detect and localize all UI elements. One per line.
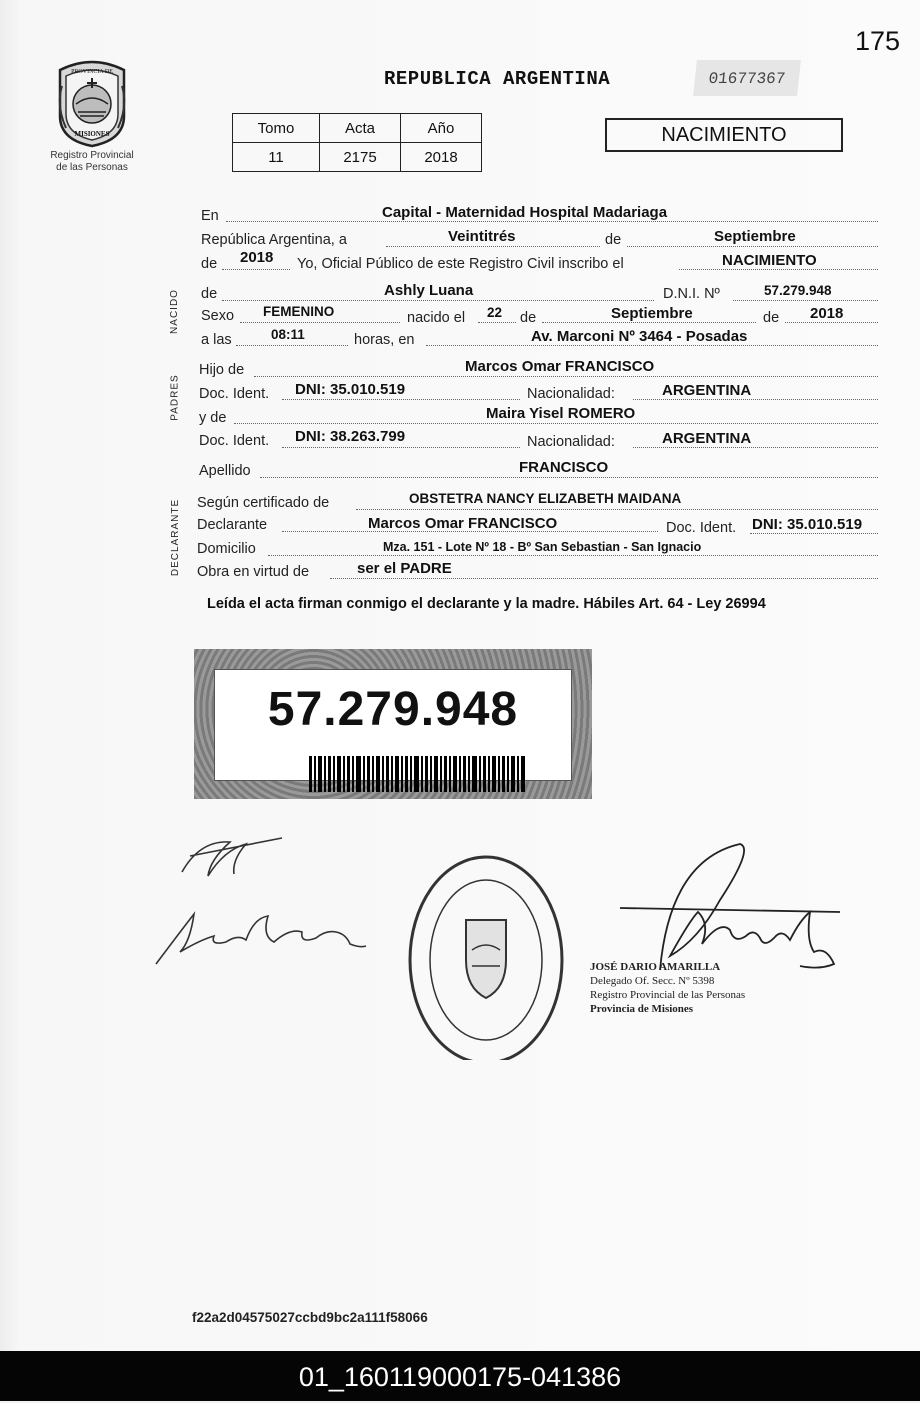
section-label-declarante: DECLARANTE: [170, 498, 182, 577]
dotted-line: [627, 246, 878, 247]
value-padre-doc: DNI: 35.010.519: [295, 381, 406, 398]
document-title: REPUBLICA ARGENTINA: [384, 68, 611, 90]
label-de-4: de: [520, 310, 537, 326]
dotted-line: [426, 345, 878, 346]
dotted-line: [254, 376, 878, 377]
label-y-de: y de: [199, 410, 227, 426]
value-sexo: FEMENINO: [263, 304, 335, 319]
footer-code: 01_160119000175-041386: [298, 1362, 622, 1392]
value-hora: 08:11: [271, 327, 305, 342]
label-nacido-el: nacido el: [407, 310, 466, 326]
label-oficial: Yo, Oficial Público de este Registro Civil inscribo el: [297, 256, 624, 272]
label-en: En: [201, 208, 219, 224]
page-number: 175: [854, 26, 900, 56]
dotted-line: [240, 322, 400, 323]
registry-value-anio: 2018: [401, 143, 482, 172]
label-de-3: de: [201, 286, 218, 302]
value-madre-nac: ARGENTINA: [662, 430, 752, 447]
value-declarante: Marcos Omar FRANCISCO: [368, 515, 558, 532]
label-doc-ident-declarante: Doc. Ident.: [666, 520, 737, 536]
document-type-box: NACIMIENTO: [605, 118, 843, 152]
dotted-line: [222, 269, 290, 270]
dotted-line: [733, 300, 878, 301]
label-hijo-de: Hijo de: [199, 362, 245, 378]
label-obra: Obra en virtud de: [197, 564, 310, 580]
svg-text:MISIONES: MISIONES: [74, 130, 110, 138]
registry-seal: [410, 857, 562, 1060]
value-lugar: Capital - Maternidad Hospital Madariaga: [382, 204, 668, 221]
value-madre: Maira Yisel ROMERO: [486, 405, 636, 422]
dotted-line: [330, 578, 878, 579]
registry-table: [232, 113, 482, 172]
dni-large-number: 57.279.948: [267, 683, 519, 736]
value-mes-nac: Septiembre: [611, 305, 693, 322]
dotted-line: [260, 477, 878, 478]
dotted-line: [633, 447, 878, 448]
label-doc-ident-madre: Doc. Ident.: [199, 433, 270, 449]
value-certificado: OBSTETRA NANCY ELIZABETH MAIDANA: [409, 491, 682, 506]
label-declarante: Declarante: [197, 517, 268, 533]
section-label-nacido: NACIDO: [168, 289, 180, 334]
official-province: Provincia de Misiones: [590, 1003, 694, 1015]
label-republica: República Argentina, a: [201, 232, 347, 248]
dotted-line: [282, 447, 520, 448]
dotted-line: [226, 221, 878, 222]
dotted-line: [633, 399, 878, 400]
dotted-line: [268, 555, 878, 556]
registry-value-acta: 2175: [320, 143, 401, 172]
value-obra: ser el PADRE: [357, 560, 452, 577]
document-hash: f22a2d04575027ccbd9bc2a111f58066: [192, 1310, 428, 1325]
registry-header-tomo: Tomo: [233, 114, 320, 143]
province-coat-of-arms-icon: [52, 56, 132, 148]
label-a-las: a las: [201, 332, 232, 348]
dotted-line: [386, 246, 600, 247]
dotted-line: [356, 509, 878, 510]
registry-value-tomo: 11: [233, 143, 320, 172]
dni-number-box: [194, 649, 592, 799]
dotted-line: [282, 399, 520, 400]
dotted-line: [234, 423, 878, 424]
dotted-line: [750, 533, 878, 534]
value-nombre: Ashly Luana: [384, 282, 474, 299]
closing-statement: Leída el acta firman conmigo el declarante y la madre. Hábiles Art. 64 - Ley 26994: [207, 596, 766, 612]
label-de-1: de: [605, 232, 622, 248]
declarant-signature: [156, 838, 366, 964]
value-dia-nac: 22: [487, 305, 503, 320]
value-declarante-doc: DNI: 35.010.519: [752, 516, 863, 533]
dotted-line: [478, 322, 516, 323]
label-nacionalidad-padre: Nacionalidad:: [527, 386, 615, 402]
value-mes: Septiembre: [714, 228, 796, 245]
value-anio: 2018: [240, 249, 274, 266]
signatures-and-seal: [150, 820, 870, 1060]
label-domicilio: Domicilio: [197, 541, 256, 557]
value-lugar-nac: Av. Marconi Nº 3464 - Posadas: [531, 328, 748, 345]
label-doc-ident-padre: Doc. Ident.: [199, 386, 270, 402]
serial-number: 01677367: [693, 60, 801, 96]
logo-caption: Registro Provincial de las Personas: [50, 150, 134, 173]
value-acto: NACIMIENTO: [722, 252, 817, 269]
registry-header-acta: Acta: [320, 114, 401, 143]
official-signature: [620, 844, 840, 970]
dotted-line: [542, 322, 756, 323]
value-apellido: FRANCISCO: [519, 459, 609, 476]
dotted-line: [222, 300, 654, 301]
official-name: JOSÉ DARIO AMARILLA: [590, 961, 721, 973]
label-sexo: Sexo: [201, 308, 235, 324]
dni-number-panel: [214, 669, 572, 781]
label-nacionalidad-madre: Nacionalidad:: [527, 434, 615, 450]
dotted-line: [236, 345, 348, 346]
label-de-2: de: [201, 256, 218, 272]
footer-bar: [0, 1351, 920, 1401]
value-anio-nac: 2018: [810, 305, 844, 322]
official-stamp: [590, 960, 745, 1016]
label-de-5: de: [763, 310, 780, 326]
barcode-icon: [309, 756, 525, 792]
dotted-line: [679, 269, 878, 270]
value-dni: 57.279.948: [764, 283, 832, 298]
svg-text:PROVINCIA DE: PROVINCIA DE: [71, 69, 113, 75]
label-apellido: Apellido: [199, 463, 251, 479]
label-dni: D.N.I. Nº: [663, 286, 720, 302]
value-padre: Marcos Omar FRANCISCO: [465, 358, 655, 375]
dotted-line: [785, 322, 878, 323]
label-segun-certificado: Según certificado de: [197, 495, 330, 511]
value-padre-nac: ARGENTINA: [662, 382, 752, 399]
value-domicilio: Mza. 151 - Lote Nº 18 - Bº San Sebastian - San Ignacio: [383, 540, 702, 554]
value-madre-doc: DNI: 38.263.799: [295, 428, 406, 445]
registry-header-anio: Año: [401, 114, 482, 143]
value-dia-letras: Veintitrés: [448, 228, 516, 245]
official-office: Registro Provincial de las Personas: [590, 989, 746, 1001]
label-horas-en: horas, en: [354, 332, 415, 348]
official-role: Delegado Of. Secc. Nº 5398: [590, 975, 715, 987]
section-label-padres: PADRES: [169, 374, 181, 421]
